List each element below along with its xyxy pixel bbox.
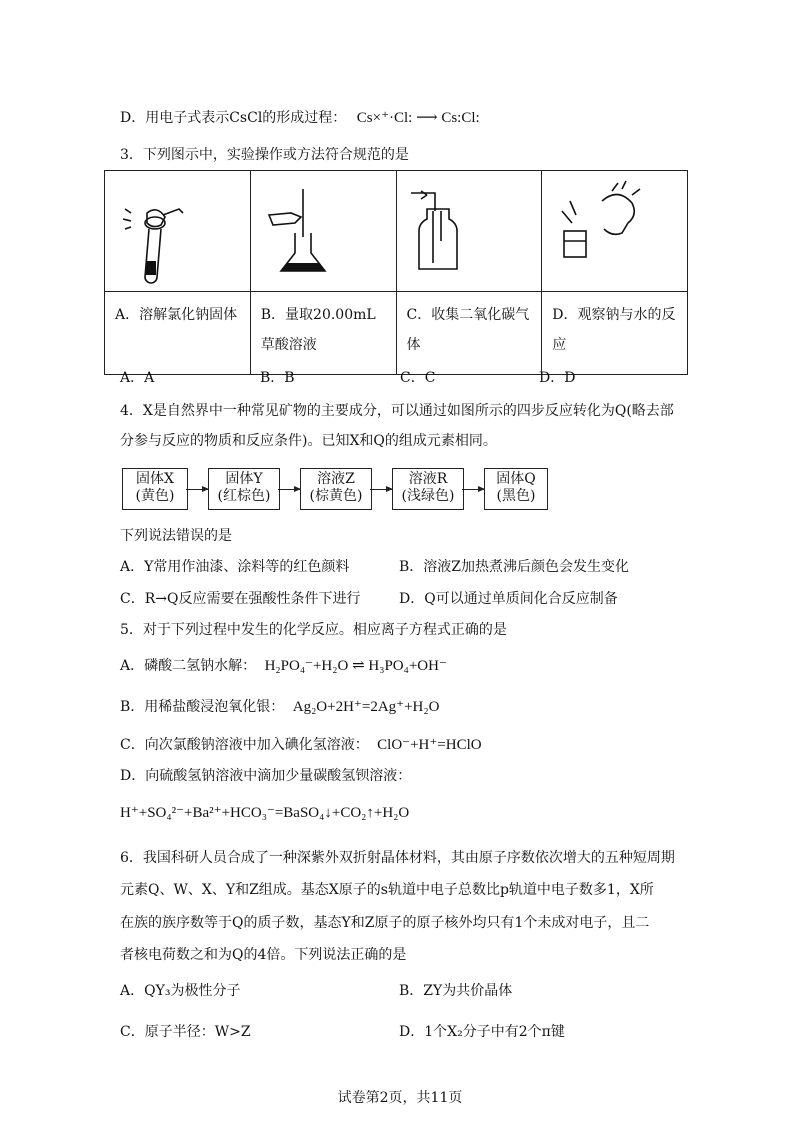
observing-reaction-figure-icon: [542, 171, 680, 287]
flow-box-z: [300, 468, 372, 510]
q4-stem-line2: 分参与反应的物质和反应条件)。已知X和Q的组成元素相同。: [120, 433, 497, 449]
dissolving-salt-figure-icon: [105, 171, 243, 287]
flow-box-y: [208, 468, 280, 510]
q6-option-b: B．ZY为共价晶体: [399, 983, 513, 999]
q5-option-d-label: D．向硫酸氢钠溶液中滴加少量碳酸氢钡溶液：: [120, 768, 412, 784]
flow-box-r-name: 溶液R: [408, 471, 448, 487]
q6-option-a: A．QY₃为极性分子: [120, 983, 241, 999]
figure-b-cell: [250, 171, 396, 292]
caption-b: B．量取20.00mL草酸溶液: [250, 292, 396, 375]
q4-stem-line1: 4．X是自然界中一种常见矿物的主要成分，可以通过如图所示的四步反应转化为Q(略去部: [120, 403, 674, 419]
q5-option-b-label: B．用稀盐酸浸泡氧化银：: [120, 699, 285, 715]
q6-stem-line1: 6．我国科研人员合成了一种深紫外双折射晶体材料，其由原子序数依次增大的五种短周期: [120, 850, 675, 866]
flow-box-q-name: 固体Q: [496, 471, 536, 487]
q2-option-d-text: D．用电子式表示CsCl的形成过程：: [120, 110, 347, 126]
flow-box-r: [392, 468, 464, 510]
flow-box-x: [122, 468, 188, 510]
q5-stem: 5．对于下列过程中发生的化学反应。相应离子方程式正确的是: [120, 622, 507, 638]
q3-option-a: A．A: [120, 370, 155, 386]
q5-option-b: [120, 697, 439, 717]
flow-box-r-color: (浅绿色): [401, 488, 455, 504]
q5-option-c-label: C．向次氯酸钠溶液中加入碘化氢溶液：: [120, 737, 369, 753]
flow-arrow-icon: [186, 489, 208, 490]
q4-option-d: D．Q可以通过单质间化合反应制备: [399, 591, 618, 607]
q6-option-c: C．原子半径：W>Z: [120, 1024, 251, 1040]
gas-bottle-figure-icon: [397, 171, 535, 287]
q5-option-c-equation: ClO⁻+H⁺=HClO: [377, 737, 482, 753]
caption-a: A．溶解氯化钠固体: [105, 292, 251, 375]
flow-box-x-name: 固体X: [136, 471, 174, 487]
q6-stem-line4: 者核电荷数之和为Q的4倍。下列说法正确的是: [120, 947, 407, 963]
flow-box-y-name: 固体Y: [225, 471, 263, 487]
q5-option-c: [120, 735, 482, 755]
q6-stem-line2: 元素Q、W、X、Y和Z组成。基态X原子的s轨道中电子总数比p轨道中电子数多1，X所: [120, 882, 654, 898]
q3-figure-table: [104, 170, 688, 375]
q5-option-d-equation: H⁺+SO₄²⁻+Ba²⁺+HCO₃⁻=BaSO₄↓+CO₂↑+H₂O: [120, 805, 410, 821]
q4-option-a: A．Y常用作油漆、涂料等的红色颜料: [120, 559, 350, 575]
q3-stem: 3．下列图示中，实验操作或方法符合规范的是: [120, 147, 409, 163]
q5-option-b-equation: Ag₂O+2H⁺=2Ag⁺+H₂O: [292, 699, 440, 715]
q4-prompt: 下列说法错误的是: [120, 528, 232, 544]
flow-box-q-color: (黑色): [496, 488, 536, 504]
q2-option-d: [120, 108, 480, 128]
page-footer: 试卷第2页，共11页: [337, 1090, 463, 1106]
q6-stem-line3: 在族的族序数等于Q的质子数，基态Y和Z原子的原子核外均只有1个未成对电子，且二: [120, 915, 650, 931]
caption-d: D．观察钠与水的反应: [542, 292, 688, 375]
figure-c-cell: [396, 171, 542, 292]
figure-d-cell: [542, 171, 688, 292]
q6-option-d: D．1个X₂分子中有2个π键: [399, 1024, 565, 1040]
q4-option-b: B．溶液Z加热煮沸后颜色会发生变化: [399, 559, 630, 575]
flow-box-z-name: 溶液Z: [317, 471, 355, 487]
q5-option-a-label: A．磷酸二氢钠水解：: [120, 658, 257, 674]
figure-a-cell: [105, 171, 251, 292]
flow-box-y-color: (红棕色): [217, 488, 271, 504]
q4-option-c: C．R→Q反应需要在强酸性条件下进行: [120, 591, 361, 607]
cscl-electron-formula: Cs×⁺·Cl: ⟶ Cs:Cl:: [356, 110, 480, 126]
flow-box-z-color: (棕黄色): [309, 488, 363, 504]
flow-arrow-icon: [370, 489, 392, 490]
caption-c: C．收集二氧化碳气体: [396, 292, 542, 375]
q3-option-b: B．B: [260, 370, 295, 386]
flow-arrow-icon: [278, 489, 300, 490]
flow-box-q: [484, 468, 548, 510]
q3-option-d: D．D: [539, 370, 576, 386]
pipette-flask-figure-icon: [251, 171, 389, 287]
flow-box-x-color: (黄色): [135, 488, 175, 504]
q5-option-a: [120, 656, 447, 676]
q3-option-c: C．C: [400, 370, 436, 386]
flow-arrow-icon: [462, 489, 484, 490]
q5-option-a-equation: H₂PO₄⁻+H₂O ⇌ H₃PO₄+OH⁻: [264, 658, 447, 674]
